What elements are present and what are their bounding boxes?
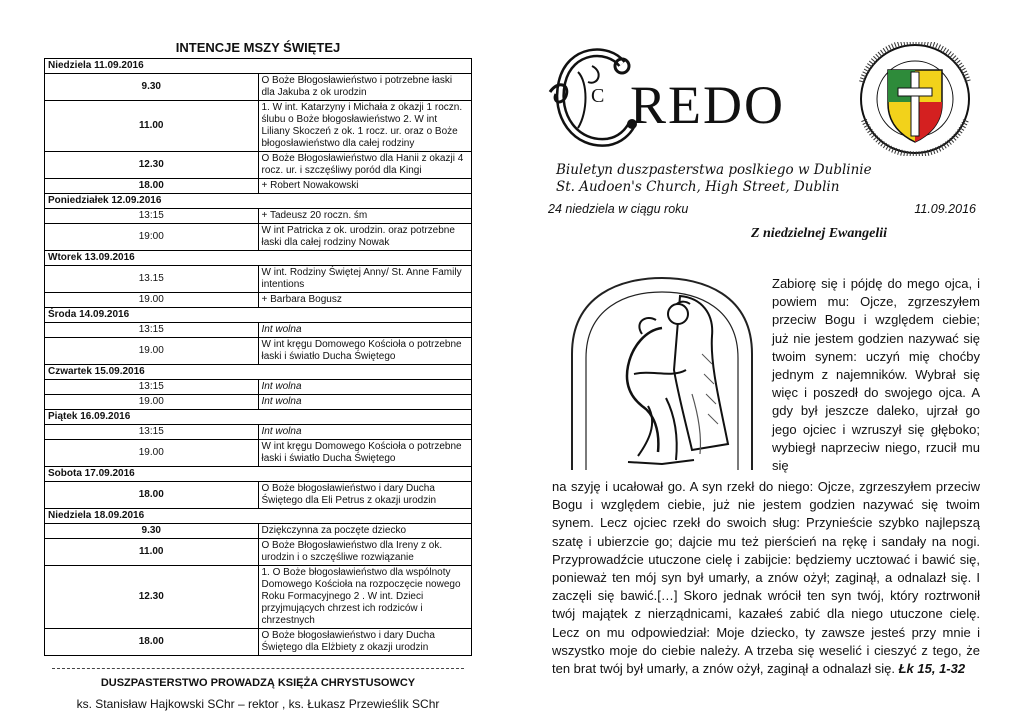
intention-text: Int wolna	[258, 323, 472, 338]
day-header-row	[45, 194, 472, 209]
ministry-title: DUSZPASTERSTWO PROWADZĄ KSIĘŻA CHRYSTUSOWCY	[100, 677, 416, 689]
credo-initial-logo	[548, 42, 638, 154]
intention-text: W int. Rodziny Świętej Anny/ St. Anne Family intentions	[258, 266, 472, 293]
day-header-row	[45, 251, 472, 266]
day-header-row	[45, 365, 472, 380]
intention-row	[45, 224, 472, 251]
day-header-row	[45, 410, 472, 425]
gospel-quote-bottom	[552, 478, 980, 678]
mass-time: 9.30	[45, 74, 259, 101]
mass-time: 13:15	[45, 209, 259, 224]
mass-time: 13.15	[45, 266, 259, 293]
gospel-heading: Z niedzielnej Ewangelii	[750, 226, 888, 241]
intention-row	[45, 482, 472, 509]
mass-time: 13:15	[45, 380, 259, 395]
intention-text: 1. W int. Katarzyny i Michała z okazji 1 roczn. ślubu o Boże błogosławieństwo 2. W int Liliany Skoczeń z ok. 1 rocz. ur. oraz o Boże błogosławieństwo dla całej rodziny	[258, 101, 472, 152]
mass-time: 9.30	[45, 524, 259, 539]
day-label: Czwartek 15.09.2016	[45, 365, 472, 380]
day-label: Wtorek 13.09.2016	[45, 251, 472, 266]
bulletin-line-1: Biuletyn duszpasterstwa poslkiego w Dublinie	[556, 162, 872, 178]
logo-letter: C	[591, 85, 605, 107]
sunday-label: 24 niedziela w ciągu roku	[548, 202, 689, 216]
day-label: Piątek 16.09.2016	[45, 410, 472, 425]
intention-row	[45, 539, 472, 566]
intention-text: Int wolna	[258, 425, 472, 440]
mass-time: 18.00	[45, 179, 259, 194]
mass-time: 18.00	[45, 482, 259, 509]
intention-text: W int Patricka z ok. urodzin. oraz potrzebne łaski dla całej rodziny Nowak	[258, 224, 472, 251]
priests-line: ks. Stanisław Hajkowski SChr – rektor , ks. Łukasz Przewieślik SChr	[76, 697, 440, 711]
day-label: Środa 14.09.2016	[45, 308, 472, 323]
day-header-row	[45, 467, 472, 482]
mass-intentions-table	[44, 58, 472, 656]
intention-row	[45, 440, 472, 467]
credo-title: REDO	[630, 75, 785, 135]
intention-row	[45, 74, 472, 101]
intention-row	[45, 152, 472, 179]
mass-time: 11.00	[45, 101, 259, 152]
liturgical-meta	[548, 202, 980, 216]
mass-time: 13:15	[45, 323, 259, 338]
mass-time: 13:15	[45, 425, 259, 440]
bulletin-date: 11.09.2016	[914, 202, 976, 216]
prodigal-son-illustration	[562, 274, 758, 470]
day-label: Niedziela 11.09.2016	[45, 59, 472, 74]
mass-time: 19.00	[45, 440, 259, 467]
intention-row	[45, 101, 472, 152]
intention-text: + Tadeusz 20 roczn. śm	[258, 209, 472, 224]
intention-text: Dziękczynna za poczęte dziecko	[258, 524, 472, 539]
divider	[52, 668, 464, 669]
intention-text: O Boże Błogosławieństwo dla Hanii z okazji 4 rocz. ur. i szczęśliwy poród dla Kingi	[258, 152, 472, 179]
mass-time: 12.30	[45, 566, 259, 629]
day-label: Poniedziałek 12.09.2016	[45, 194, 472, 209]
gospel-quote-top: Zabiorę się i pójdę do mego ojca, i powiem mu: Ojcze, zgrzeszyłem przeciw Bogu i względem ciebie; już nie jestem godzien nazywać się twoim synem: uczyń mię choćby jednym z najemników. Wybrał się więc i poszedł do swojego ojca. A gdy był jeszcze daleko, ujrzał go jego ojciec i wzruszył się głęboko; wybiegł naprzeciw niego, rzucił mu się	[772, 276, 980, 474]
intention-row	[45, 266, 472, 293]
intention-text: O Boże Błogosławieństwo dla Ireny z ok. urodzin i o szczęśliwe rozwiązanie	[258, 539, 472, 566]
day-header-row	[45, 308, 472, 323]
mass-time: 12.30	[45, 152, 259, 179]
intention-text: W int kręgu Domowego Kościoła o potrzebne łaski i światło Ducha Świętego	[258, 338, 472, 365]
day-label: Niedziela 18.09.2016	[45, 509, 472, 524]
intention-row	[45, 323, 472, 338]
intention-row	[45, 395, 472, 410]
intention-text: O Boże błogosławieństwo i dary Ducha Świętego dla Eli Petrus z okazji urodzin	[258, 482, 472, 509]
intention-row	[45, 380, 472, 395]
mass-intentions-column	[44, 40, 472, 711]
mass-time: 11.00	[45, 539, 259, 566]
intention-text: O Boże błogosławieństwo i dary Ducha Świętego dla Elżbiety z okazji urodzin	[258, 629, 472, 656]
mass-intentions-title: INTENCJE MSZY ŚWIĘTEJ	[175, 40, 341, 55]
intention-row	[45, 293, 472, 308]
polish-chaplaincy-emblem	[848, 42, 982, 156]
intention-text: W int kręgu Domowego Kościoła o potrzebne łaski i światło Ducha Świętego	[258, 440, 472, 467]
intention-row	[45, 524, 472, 539]
bulletin-subtitle	[556, 162, 872, 196]
gospel-reference: Łk 15, 1-32	[898, 661, 966, 677]
intention-text: + Barbara Bogusz	[258, 293, 472, 308]
day-header-row	[45, 509, 472, 524]
intention-row	[45, 566, 472, 629]
intention-row	[45, 209, 472, 224]
mass-time: 19.00	[45, 338, 259, 365]
intention-text: + Robert Nowakowski	[258, 179, 472, 194]
intention-text: Int wolna	[258, 395, 472, 410]
gospel-quote-text: na szyję i ucałował go. A syn rzekł do niego: Ojcze, zgrzeszyłem przeciw Bogu i względem ciebie, już nie jestem godzien nazywać się twoim synem. Lecz ojciec rzekł do swoich sług: Przynieście szybko najlepszą szatę i ubierzcie go; dajcie mu też pierścień na rękę i sandały na nogi. Przyprowadźcie utuczone cielę i zabijcie: będziemy ucztować i bawić się, ponieważ ten mój syn był umarły, a znów ożył; zaginął, a odnalazł się. I zaczęli się bawić.[…] Skoro jednak wrócił ten syn twój, który roztrwonił twój majątek z nierządnicami, kazałeś zabić dla niego utuczone cielę. Lecz on mu odpowiedział: Moje dziecko, ty zawsze jesteś przy mnie i wszystko moje do ciebie należy. A trzeba się weselić i cieszyć z tego, że ten brat twój był umarły, a znów ożył, zaginął a odnalazł się.	[552, 479, 980, 677]
mass-time: 19.00	[45, 395, 259, 410]
intention-text: Int wolna	[258, 380, 472, 395]
intention-row	[45, 425, 472, 440]
intention-row	[45, 338, 472, 365]
intention-row	[45, 179, 472, 194]
intention-row	[45, 629, 472, 656]
bulletin-line-2: St. Audoen's Church, High Street, Dublin	[556, 179, 840, 195]
intention-text: O Boże Błogosławieństwo i potrzebne łaski dla Jakuba z ok urodzin	[258, 74, 472, 101]
day-header-row	[45, 59, 472, 74]
day-label: Sobota 17.09.2016	[45, 467, 472, 482]
mass-time: 19:00	[45, 224, 259, 251]
mass-time: 19.00	[45, 293, 259, 308]
mass-time: 18.00	[45, 629, 259, 656]
intention-text: 1. O Boże błogosławieństwo dla wspólnoty Domowego Kościoła na rozpoczęcie nowego Roku Formacyjnego 2 . W int. Dzieci przyjmujących chrzest ich rodziców i chrzestnych	[258, 566, 472, 629]
